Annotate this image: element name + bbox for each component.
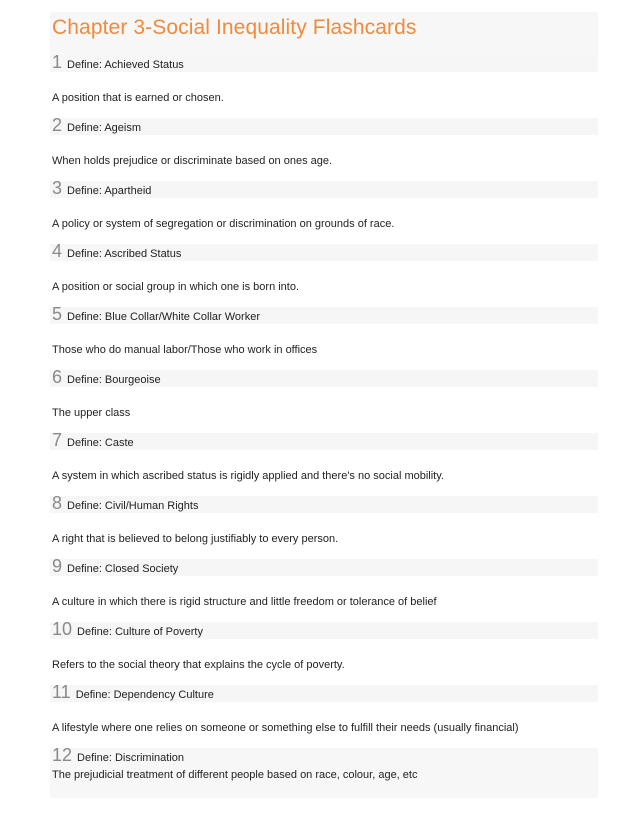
card-answer: Refers to the social theory that explains the cycle of poverty. — [52, 659, 345, 671]
card-answer: A position that is earned or chosen. — [52, 92, 224, 104]
card-number: 7 — [52, 430, 63, 450]
card-question: Define: Ageism — [67, 122, 141, 134]
card-number: 12 — [52, 745, 73, 765]
page-title: Chapter 3-Social Inequality Flashcards — [52, 16, 417, 39]
question-line — [52, 177, 151, 199]
card-question: Define: Discrimination — [77, 752, 185, 764]
card-number: 4 — [52, 241, 63, 261]
card-answer: The upper class — [52, 407, 131, 419]
card-number: 3 — [52, 178, 63, 198]
card-number: 9 — [52, 556, 63, 576]
card-answer: A system in which ascribed status is rigidly applied and there's no social mobility. — [52, 470, 444, 482]
card-answer: The prejudicial treatment of different people based on race, colour, age, etc — [52, 769, 418, 781]
card-number: 1 — [52, 52, 63, 72]
flashcard-page — [50, 12, 598, 796]
card-number: 5 — [52, 304, 63, 324]
question-line — [52, 681, 214, 703]
question-line — [52, 744, 184, 766]
card-number: 6 — [52, 367, 63, 387]
question-line — [52, 618, 203, 640]
card-answer: A right that is believed to belong justifiably to every person. — [52, 533, 339, 545]
card-number: 2 — [52, 115, 63, 135]
card-answer: When holds prejudice or discriminate based on ones age. — [52, 155, 333, 167]
card-question: Define: Caste — [67, 437, 134, 449]
card-answer: A position or social group in which one is born into. — [52, 281, 300, 293]
card-number: 8 — [52, 493, 63, 513]
card-question: Define: Dependency Culture — [75, 689, 214, 701]
card-question: Define: Bourgeoise — [67, 374, 161, 386]
card-answer: A culture in which there is rigid structure and little freedom or tolerance of belief — [52, 596, 437, 608]
card-question: Define: Achieved Status — [67, 59, 184, 71]
card-question: Define: Blue Collar/White Collar Worker — [67, 311, 260, 323]
question-line — [52, 51, 184, 73]
question-line — [52, 366, 161, 388]
card-question: Define: Civil/Human Rights — [67, 500, 199, 512]
question-line — [52, 114, 141, 136]
card-question: Define: Ascribed Status — [67, 248, 182, 260]
question-line — [52, 240, 181, 262]
question-line — [52, 303, 260, 325]
card-answer: A policy or system of segregation or discrimination on grounds of race. — [52, 218, 395, 230]
card-number: 11 — [52, 682, 71, 702]
card-question: Define: Apartheid — [67, 185, 152, 197]
card-answer: A lifestyle where one relies on someone or something else to fulfill their needs (usually financial) — [52, 722, 519, 734]
card-number: 10 — [52, 619, 73, 639]
card-question: Define: Closed Society — [67, 563, 179, 575]
card-question: Define: Culture of Poverty — [77, 626, 203, 638]
question-line — [52, 492, 198, 514]
card-answer: Those who do manual labor/Those who work in offices — [52, 344, 318, 356]
question-line — [52, 429, 134, 451]
question-line — [52, 555, 178, 577]
